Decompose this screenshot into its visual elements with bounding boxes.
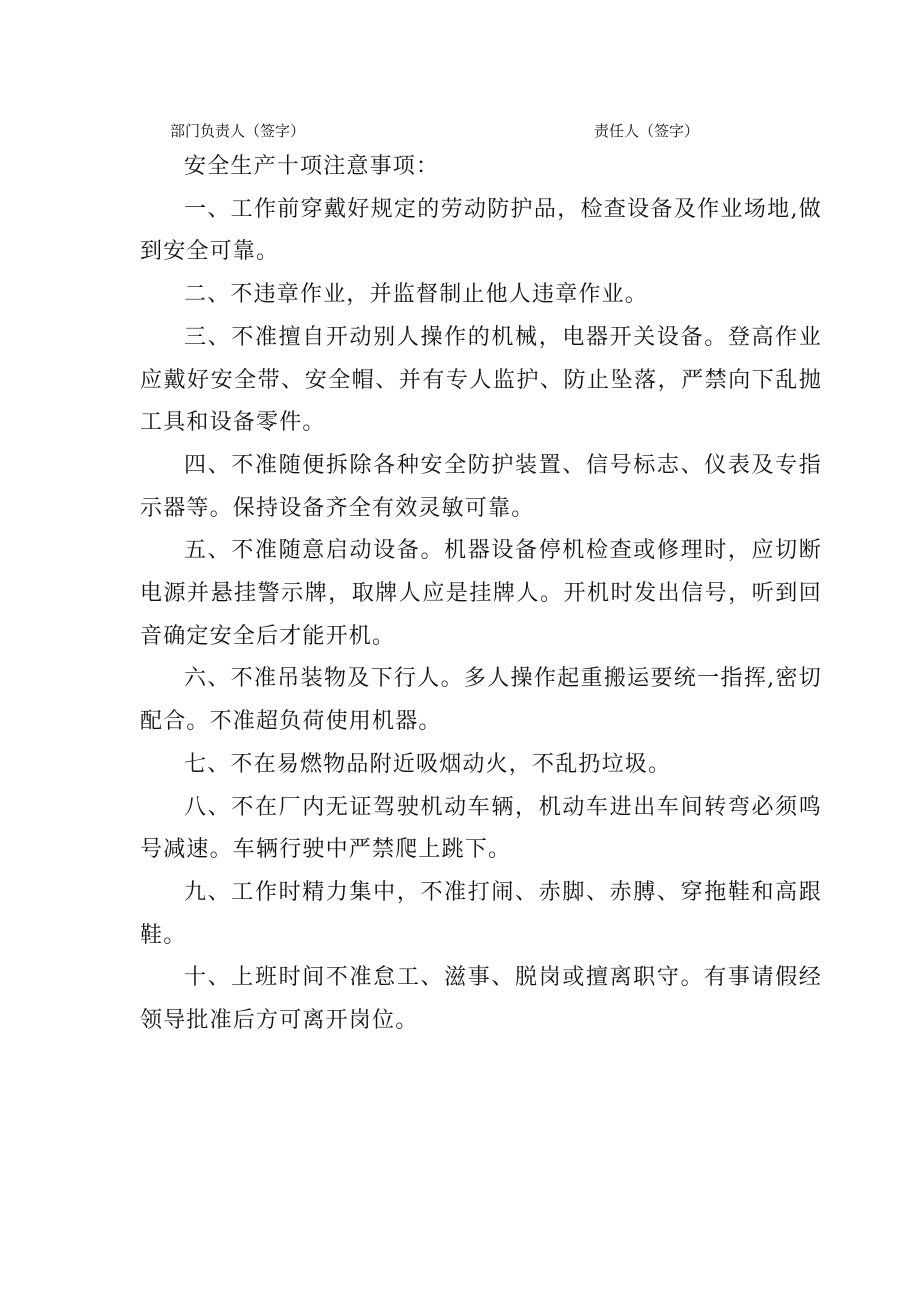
rule-item-9: 九、工作时精力集中，不准打闹、赤脚、赤膊、穿拖鞋和高跟鞋。 (140, 879, 822, 948)
rule-item-5: 五、不准随意启动设备。机器设备停机检查或修理时，应切断电源并悬挂警示牌，取牌人应是挂牌人。开机时发出信号，听到回音确定安全后才能开机。 (140, 538, 822, 649)
rule-item-3: 三、不准擅自开动别人操作的机械，电器开关设备。登高作业应戴好安全带、安全帽、并有专人监护、防止坠落，严禁向下乱抛工具和设备零件。 (140, 324, 822, 436)
rule-item-6: 六、不准吊装物及下行人。多人操作起重搬运要统一指挥,密切配合。不准超负荷使用机器。 (140, 666, 822, 735)
rule-item-8: 八、不在厂内无证驾驶机动车辆，机动车进出车间转弯必须鸣号减速。车辆行驶中严禁爬上跳下。 (140, 794, 822, 863)
rule-item-7: 七、不在易燃物品附近吸烟动火，不乱扔垃圾。 (184, 751, 672, 777)
rule-item-2: 二、不违章作业，并监督制止他人违章作业。 (184, 282, 649, 308)
rule-item-10: 十、上班时间不准怠工、滋事、脱岗或擅离职守。有事请假经领导批准后方可离开岗位。 (140, 965, 822, 1034)
safety-rules-content (140, 146, 822, 1043)
signature-row (0, 119, 920, 143)
document-title: 安全生产十项注意事项： (184, 154, 440, 179)
rule-item-4: 四、不准随便拆除各种安全防护装置、信号标志、仪表及专指示器等。保持设备齐全有效灵敏可靠。 (140, 452, 822, 521)
department-head-signature-label: 部门负责人（签字） (170, 122, 306, 140)
rule-item-1: 一、工作前穿戴好规定的劳动防护品，检查设备及作业场地,做到安全可靠。 (140, 196, 822, 265)
responsible-person-signature-label: 责任人（签字） (594, 122, 700, 140)
